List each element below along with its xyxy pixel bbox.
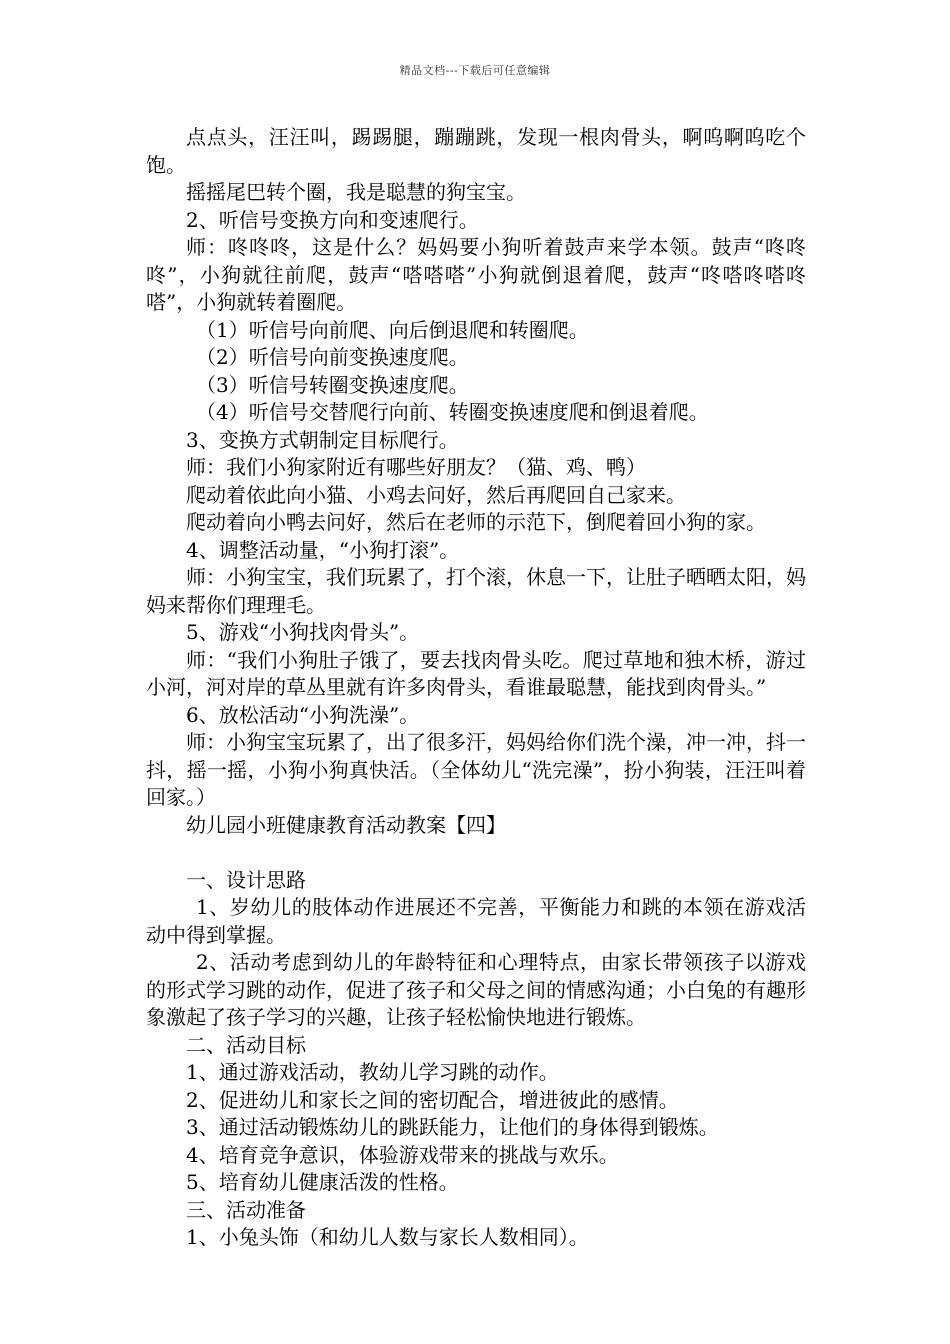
paragraph: 1、通过游戏活动，教幼儿学习跳的动作。: [186, 1060, 559, 1084]
paragraph: 3、通过活动锻炼幼儿的跳跃能力，让他们的身体得到锻炼。: [186, 1115, 719, 1139]
paragraph: 师：“我们小狗肚子饿了，要去找肉骨头吃。爬过草地和独木桥，游过小河，河对岸的草丛里就有许多肉骨头，看谁最聪慧，能找到肉骨头。”: [146, 647, 806, 699]
paragraph: 1、岁幼儿的肢体动作进展还不完善，平衡能力和跳的本领在游戏活动中得到掌握。: [146, 895, 806, 947]
paragraph: 三、活动准备: [186, 1197, 306, 1222]
paragraph: 5、培育幼儿健康活泼的性格。: [186, 1170, 459, 1194]
paragraph: 摇摇尾巴转个圈，我是聪慧的狗宝宝。: [186, 180, 526, 204]
paragraph: 点点头，汪汪叫，踢踢腿，蹦蹦跳，发现一根肉骨头，啊呜啊呜吃个饱。: [146, 125, 806, 177]
paragraph: 3、变换方式朝制定目标爬行。: [186, 427, 459, 452]
paragraph: 一、设计思路: [186, 867, 306, 892]
paragraph: 2、活动考虑到幼儿的年龄特征和心理特点，由家长带领孩子以游戏的形式学习跳的动作，促进了孩子和父母之间的情感沟通；小白兔的有趣形象激起了孩子学习的兴趣，让孩子轻松愉快地进行锻炼。: [146, 950, 806, 1029]
paragraph: （1）听信号向前爬、向后倒退爬和转圈爬。: [196, 317, 589, 342]
page-header: 精品文档---下载后可任意编辑: [399, 64, 551, 77]
paragraph: 6、放松活动“小狗洗澡”。: [186, 702, 420, 727]
blank-line: [146, 839, 806, 867]
paragraph: 4、培育竞争意识，体验游戏带来的挑战与欢乐。: [186, 1142, 619, 1167]
paragraph: 师：小狗宝宝，我们玩累了，打个滚，休息一下，让肚子晒晒太阳，妈妈来帮你们理理毛。: [146, 565, 806, 617]
paragraph: （4）听信号交替爬行向前、转圈变换速度爬和倒退着爬。: [196, 400, 709, 424]
paragraph: 2、听信号变换方向和变速爬行。: [186, 207, 479, 232]
paragraph: 师：咚咚咚，这是什么？妈妈要小狗听着鼓声来学本领。鼓声“咚咚咚”，小狗就往前爬，鼓声“嗒嗒嗒”小狗就倒退着爬，鼓声“咚嗒咚嗒咚嗒”，小狗就转着圈爬。: [146, 235, 806, 314]
paragraph: 爬动着依此向小猫、小鸡去问好，然后再爬回自己家来。: [186, 482, 686, 507]
paragraph: 2、促进幼儿和家长之间的密切配合，增进彼此的感情。: [186, 1087, 679, 1112]
paragraph: 1、小兔头饰（和幼儿人数与家长人数相同）。: [186, 1225, 589, 1249]
paragraph: （2）听信号向前变换速度爬。: [196, 345, 469, 369]
paragraph: 4、调整活动量，“小狗打滚”。: [186, 537, 460, 562]
paragraph: 爬动着向小鸭去问好，然后在老师的示范下，倒爬着回小狗的家。: [186, 510, 766, 534]
paragraph: 幼儿园小班健康教育活动教案【四】: [186, 812, 506, 837]
paragraph: 5、游戏“小狗找肉骨头”。: [186, 620, 420, 644]
paragraph: 师：我们小狗家附近有哪些好朋友？（猫、鸡、鸭）: [186, 455, 646, 479]
document-body: [146, 124, 806, 1252]
paragraph: 二、活动目标: [186, 1032, 306, 1057]
paragraph: 师：小狗宝宝玩累了，出了很多汗，妈妈给你们洗个澡，冲一冲，抖一抖，摇一摇，小狗小狗真快活。（全体幼儿“洗完澡”，扮小狗装，汪汪叫着回家。）: [146, 730, 806, 809]
paragraph: （3）听信号转圈变换速度爬。: [196, 372, 469, 397]
